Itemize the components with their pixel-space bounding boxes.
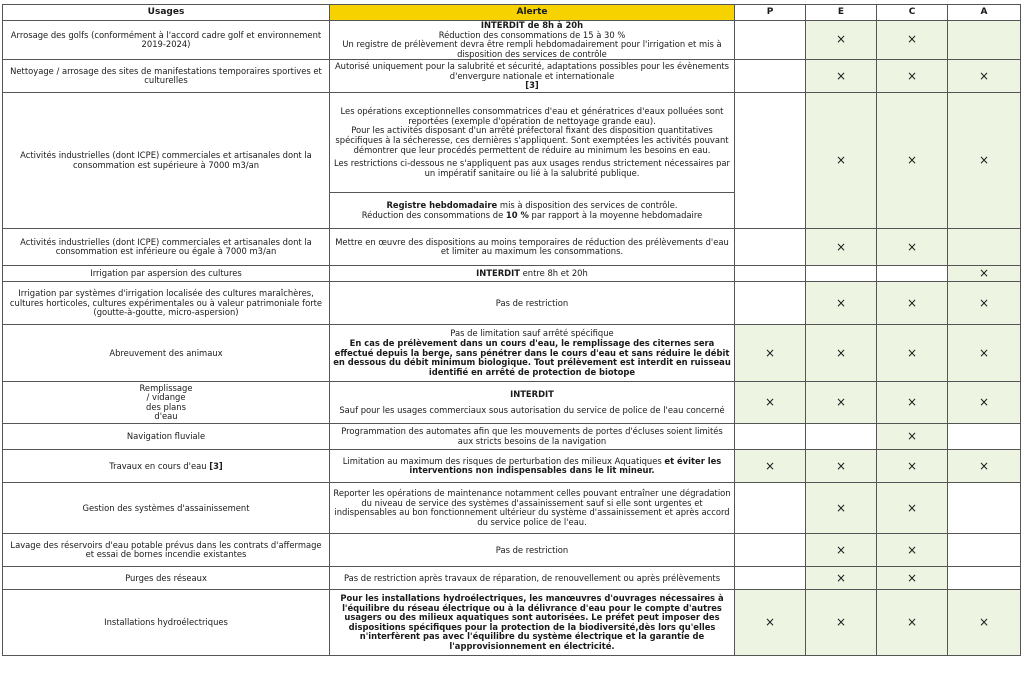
usage-cell: Remplissage / vidange des plans d'eau: [3, 382, 330, 424]
alerte-line: INTERDIT: [510, 389, 554, 400]
mark-c: ×: [877, 21, 948, 60]
usage-cell: Activités industrielles (dont ICPE) commerciales et artisanales dont la consommation est inférieure ou égale à 7000 m3/an: [3, 229, 330, 266]
row-navigation: [3, 424, 1021, 450]
usage-cell: [3, 450, 330, 483]
mark-c: ×: [877, 382, 948, 424]
mark-p: ×: [735, 382, 806, 424]
usage-cell: Navigation fluviale: [3, 424, 330, 450]
alerte-cell: Mettre en œuvre des dispositions au moins temporaires de réduction des prélèvements d'eau et limiter au maximum les consommations.: [330, 229, 735, 266]
reduction-text: Réduction des consommations de: [361, 209, 506, 220]
alerte-line: Pas de limitation sauf arrêté spécifique: [450, 328, 614, 339]
mark-c: ×: [877, 590, 948, 656]
row-abreuvement: [3, 325, 1021, 382]
mark-a: ×: [948, 382, 1021, 424]
row-remplissage: [3, 382, 1021, 424]
restrictions-table: [2, 4, 1021, 656]
mark-a: ×: [948, 282, 1021, 325]
registre-label: Registre hebdomadaire: [386, 200, 498, 211]
alerte-line: INTERDIT de 8h à 20h: [480, 20, 584, 30]
mark-e: ×: [806, 21, 877, 60]
mark-a: [948, 567, 1021, 590]
mark-c: ×: [877, 534, 948, 567]
alerte-cell: Pas de restriction: [330, 534, 735, 567]
mark-a: ×: [948, 93, 1021, 229]
mark-a: ×: [948, 325, 1021, 382]
alerte-bold: INTERDIT: [476, 268, 520, 279]
mark-c: ×: [877, 60, 948, 93]
mark-e: ×: [806, 534, 877, 567]
row-assainissement: [3, 483, 1021, 534]
mark-p: [735, 93, 806, 229]
mark-c: ×: [877, 483, 948, 534]
mark-p: [735, 21, 806, 60]
mark-p: [735, 60, 806, 93]
row-purges: [3, 567, 1021, 590]
mark-e: [806, 266, 877, 282]
mark-a: [948, 534, 1021, 567]
alerte-cell: [330, 266, 735, 282]
row-aspersion: [3, 266, 1021, 282]
header-usages: Usages: [3, 5, 330, 21]
registre-text: mis à disposition des services de contrôle.: [497, 200, 678, 211]
alerte-cell: [330, 325, 735, 382]
mark-e: ×: [806, 567, 877, 590]
alerte-bold: et éviter les interventions non indispensables dans le lit mineur.: [409, 455, 722, 476]
header-alerte: Alerte: [330, 5, 735, 21]
mark-c: ×: [877, 93, 948, 229]
alerte-paragraph: Les restrictions ci-dessous ne s'appliquent pas aux usages rendus strictement nécessaires par un impératif sanitaire ou lié à la salubrité publique.: [334, 158, 730, 178]
mark-e: ×: [806, 382, 877, 424]
mark-c: ×: [877, 424, 948, 450]
header-p: P: [735, 5, 806, 21]
alerte-paragraph: Pour les activités disposant d'un arrêté préfectoral fixant des disposition quantitatives spécifiques à la sécheresse, ces dernières s'appliquent. Sont exemptées les activités pouvant démontrer que leur procédés permettent de réduire au minimum les besoins en eau.: [335, 125, 729, 155]
alerte-cell: Pas de restriction après travaux de réparation, de renouvellement ou après prélèvements: [330, 567, 735, 590]
header-c: C: [877, 5, 948, 21]
usage-cell: Installations hydroélectriques: [3, 590, 330, 656]
mark-p: [735, 424, 806, 450]
mark-a: [948, 483, 1021, 534]
mark-e: ×: [806, 325, 877, 382]
alerte-cell: [330, 450, 735, 483]
mark-e: ×: [806, 450, 877, 483]
reference-note: [3]: [525, 80, 539, 91]
mark-e: ×: [806, 483, 877, 534]
alerte-cell: [330, 21, 735, 60]
usage-cell: Arrosage des golfs (conformément à l'accord cadre golf et environnement 2019-2024): [3, 21, 330, 60]
mark-a: ×: [948, 60, 1021, 93]
alerte-paragraph: Les opérations exceptionnelles consommatrices d'eau et génératrices d'eaux polluées sont reportées (exemple d'opération de nettoyage grande eau).: [340, 106, 724, 126]
mark-p: [735, 483, 806, 534]
row-golf: [3, 21, 1021, 60]
usage-cell: Nettoyage / arrosage des sites de manifestations temporaires sportives et culturelles: [3, 60, 330, 93]
alerte-cell: [330, 193, 735, 229]
restrictions-table-container: [2, 4, 1020, 656]
mark-e: ×: [806, 590, 877, 656]
mark-p: [735, 534, 806, 567]
mark-p: ×: [735, 590, 806, 656]
mark-p: [735, 282, 806, 325]
row-localisee: [3, 282, 1021, 325]
alerte-cell: Pour les installations hydroélectriques, les manœuvres d'ouvrages nécessaires à l'équilibre du réseau électrique ou à la délivrance d'eau pour le compte d'autres usagers ou des milieux aquatiques sont autorisées. Le préfet peut imposer des dispositions spécifiques pour la protection de la biodiversité,dès lors qu'elles n'interfèrent pas avec l'équilibre du système électrique et la garantie de l'approvisionnement en électricité.: [330, 590, 735, 656]
row-travaux: [3, 450, 1021, 483]
row-lavage: [3, 534, 1021, 567]
mark-c: ×: [877, 567, 948, 590]
mark-c: ×: [877, 229, 948, 266]
alerte-line: Un registre de prélèvement devra être rempli hebdomadairement pour l'irrigation et mis à disposition des services de contrôle: [342, 39, 722, 59]
mark-p: [735, 229, 806, 266]
usage-cell: Abreuvement des animaux: [3, 325, 330, 382]
reduction-value: 10 %: [505, 209, 529, 220]
alerte-cell: [330, 93, 735, 193]
usage-cell: Irrigation par aspersion des cultures: [3, 266, 330, 282]
mark-a: [948, 21, 1021, 60]
mark-e: [806, 424, 877, 450]
reduction-text: par rapport à la moyenne hebdomadaire: [528, 209, 703, 220]
alerte-cell: Reporter les opérations de maintenance notamment celles pouvant entraîner une dégradation du niveau de service des systèmes d'assainissement sauf si elle sont urgentes et indispensables au bon fonctionnement ultérieur du système d'assainissement et après accord du service police de l'eau.: [330, 483, 735, 534]
row-hydro: [3, 590, 1021, 656]
mark-p: ×: [735, 325, 806, 382]
mark-p: [735, 567, 806, 590]
mark-a: ×: [948, 266, 1021, 282]
alerte-cell: Pas de restriction: [330, 282, 735, 325]
alerte-text: Limitation au maximum des risques de perturbation des milieux Aquatiques: [342, 455, 662, 466]
mark-e: ×: [806, 282, 877, 325]
mark-c: ×: [877, 282, 948, 325]
usage-cell: Purges des réseaux: [3, 567, 330, 590]
alerte-line: Réduction des consommations de 15 à 30 %: [438, 29, 626, 40]
mark-p: ×: [735, 450, 806, 483]
reference-note: [3]: [209, 460, 223, 471]
alerte-cell: Programmation des automates afin que les mouvements de portes d'écluses soient limités aux stricts besoins de la navigation: [330, 424, 735, 450]
alerte-text: entre 8h et 20h: [519, 268, 588, 279]
alerte-line: En cas de prélèvement dans un cours d'eau, le remplissage des citernes sera effectué depuis la berge, sans pénétrer dans le cours d'eau et sans réduire le débit en dessous du débit minimum biologique. Tout prélèvement est interdit en ruisseau identifié en arrêté de protection de biotope: [333, 337, 731, 377]
alerte-cell: [330, 382, 735, 424]
mark-e: ×: [806, 229, 877, 266]
usage-cell: Gestion des systèmes d'assainissement: [3, 483, 330, 534]
mark-a: [948, 424, 1021, 450]
mark-a: [948, 229, 1021, 266]
row-indus-sup: [3, 93, 1021, 193]
mark-p: [735, 266, 806, 282]
row-nettoyage: [3, 60, 1021, 93]
usage-text: Travaux en cours d'eau: [109, 460, 207, 471]
header-a: A: [948, 5, 1021, 21]
usage-cell: Activités industrielles (dont ICPE) commerciales et artisanales dont la consommation est supérieure à 7000 m3/an: [3, 93, 330, 229]
mark-a: ×: [948, 590, 1021, 656]
usage-cell: Lavage des réservoirs d'eau potable prévus dans les contrats d'affermage et essai de bornes incendie existantes: [3, 534, 330, 567]
mark-c: ×: [877, 325, 948, 382]
usage-cell: Irrigation par systèmes d'irrigation localisée des cultures maraîchères, cultures horticoles, cultures expérimentales ou à valeur patrimoniale forte (goutte-à-goutte, micro-aspersion): [3, 282, 330, 325]
header-row: [3, 5, 1021, 21]
mark-c: ×: [877, 450, 948, 483]
header-e: E: [806, 5, 877, 21]
mark-a: ×: [948, 450, 1021, 483]
alerte-line: Sauf pour les usages commerciaux sous autorisation du service de police de l'eau concerné: [339, 404, 725, 415]
mark-e: ×: [806, 60, 877, 93]
mark-e: ×: [806, 93, 877, 229]
mark-c: [877, 266, 948, 282]
alerte-line: Autorisé uniquement pour la salubrité et sécurité, adaptations possibles pour les évènements d'envergure nationale et internationale: [334, 60, 730, 81]
alerte-cell: [330, 60, 735, 93]
row-indus-inf: [3, 229, 1021, 266]
